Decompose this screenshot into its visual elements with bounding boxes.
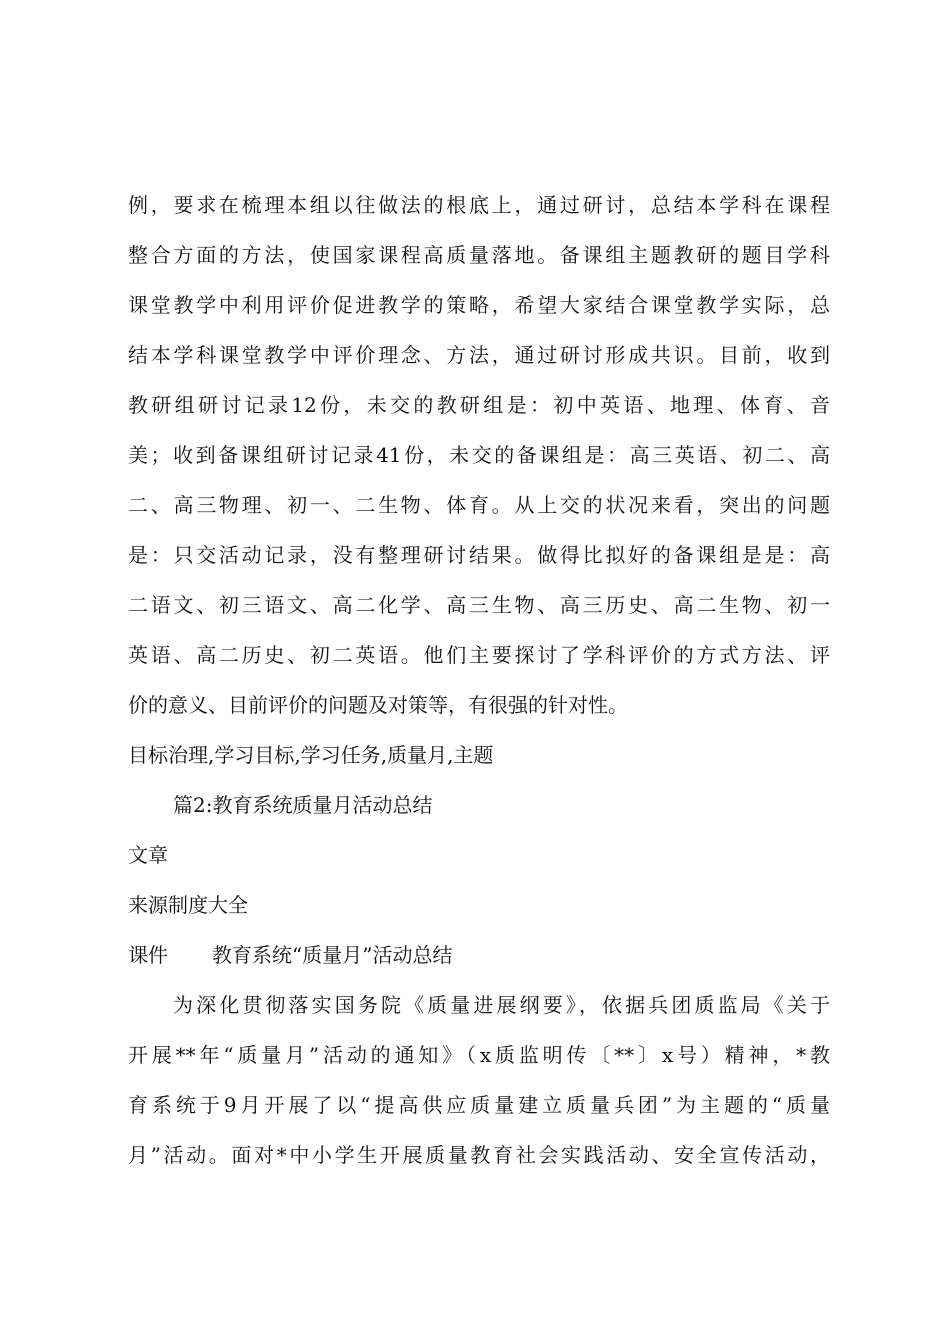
paragraph-line: 结本学科课堂教学中评价理念、方法，通过研讨形成共识。目前，收到 <box>128 343 830 367</box>
source-name: 来源制度大全 <box>128 893 248 917</box>
paragraph-line: 二语文、初三语文、高二化学、高三生物、高三历史、高二生物、初一 <box>128 593 830 617</box>
paragraph-line: 开展**年“质量月”活动的通知》（x质监明传〔**〕x号）精神，*教 <box>128 1043 830 1067</box>
paragraph-line: 教研组研讨记录12份，未交的教研组是：初中英语、地理、体育、音 <box>128 393 830 417</box>
paragraph-line: 整合方面的方法，使国家课程高质量落地。备课组主题教研的题目学科 <box>128 243 830 267</box>
article-heading: 篇2:教育系统质量月活动总结 <box>173 793 433 817</box>
document-title: 教育系统“质量月”活动总结 <box>212 943 453 967</box>
paragraph-line: 是：只交活动记录，没有整理研讨结果。做得比拟好的备课组是是：高 <box>128 543 830 567</box>
paragraph-line: 价的意义、目前评价的问题及对策等，有很强的针对性。 <box>128 693 628 717</box>
paragraph-line: 为深化贯彻落实国务院《质量进展纲要》，依据兵团质监局《关于 <box>173 993 830 1017</box>
paragraph-line: 例，要求在梳理本组以往做法的根底上，通过研讨，总结本学科在课程 <box>128 193 830 217</box>
title-prefix: 课件 <box>128 943 168 967</box>
paragraph-line: 育系统于9月开展了以“提高供应质量建立质量兵团”为主题的“质量 <box>128 1093 830 1117</box>
paragraph-line: 美；收到备课组研讨记录41份，未交的备课组是：高三英语、初二、高 <box>128 443 830 467</box>
paragraph-line: 二、高三物理、初一、二生物、体育。从上交的状况来看，突出的问题 <box>128 493 830 517</box>
title-line <box>128 941 452 969</box>
paragraph-line: 英语、高二历史、初二英语。他们主要探讨了学科评价的方式方法、评 <box>128 643 830 667</box>
source-label: 文章 <box>128 843 168 867</box>
paragraph-line: 课堂教学中利用评价促进教学的策略，希望大家结合课堂教学实际，总 <box>128 293 830 317</box>
keywords-line: 目标治理,学习目标,学习任务,质量月,主题 <box>128 743 494 767</box>
paragraph-line: 月”活动。面对*中小学生开展质量教育社会实践活动、安全宣传活动， <box>128 1143 830 1167</box>
